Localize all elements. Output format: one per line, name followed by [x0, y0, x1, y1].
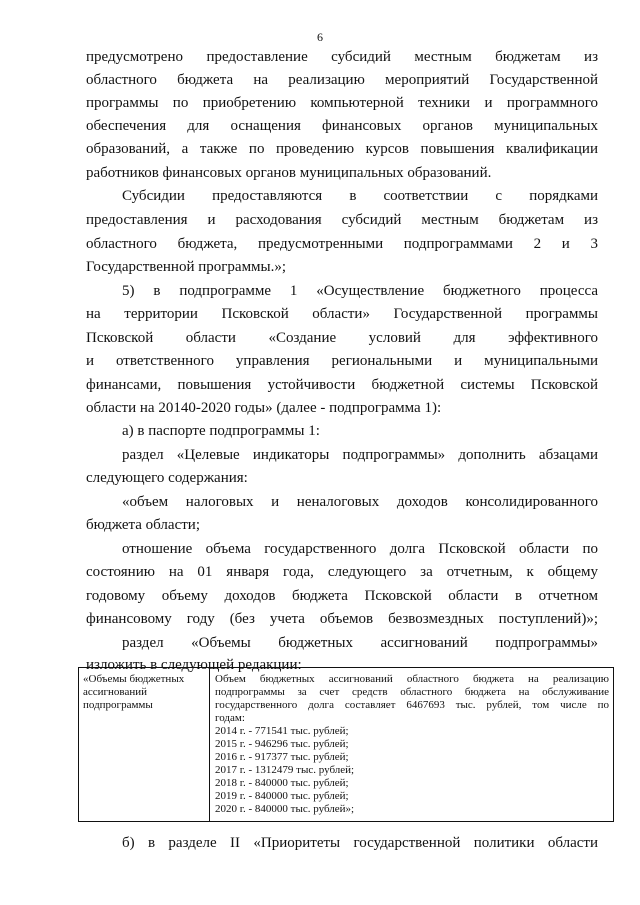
paragraph-line: раздел «Объемы бюджетных ассигнований подпрограммы»	[122, 635, 598, 651]
table-value-line: 2015 г. - 946296 тыс. рублей;	[215, 738, 349, 750]
table-value-cell	[210, 668, 613, 821]
paragraph-line: финансовому году (без учета объемов безвозмездных поступлений)»;	[86, 611, 598, 627]
paragraph-line: программы по приобретению компьютерной техники и программного	[86, 95, 598, 111]
paragraph-line: годовому объему доходов бюджета Псковской области в отчетном	[86, 588, 598, 604]
paragraph-line: областного бюджета, предусмотренными подпрограммами 2 и 3	[86, 236, 598, 252]
paragraph-line: области на 20140-2020 годы» (далее - подпрограмма 1):	[86, 400, 442, 416]
budget-allocation-table	[78, 667, 614, 822]
paragraph-line: изложить в следующей редакции:	[86, 657, 302, 673]
table-label-line: подпрограммы	[83, 699, 153, 711]
table-value-line: 2019 г. - 840000 тыс. рублей;	[215, 790, 349, 802]
table-value-line: 2018 г. - 840000 тыс. рублей;	[215, 777, 349, 789]
paragraph-line: образований, а также по проведению курсов повышения квалификации	[86, 141, 598, 157]
table-value-line: подпрограммы за счет средств областного бюджета на обслуживание	[215, 686, 609, 698]
table-label-line: ассигнований	[83, 686, 148, 698]
paragraph-line: обеспечения для оснащения финансовых органов муниципальных	[86, 118, 598, 134]
paragraph-line: а) в паспорте подпрограммы 1:	[122, 423, 320, 439]
paragraph-line: следующего содержания:	[86, 470, 248, 486]
paragraph-line: Государственной программы.»;	[86, 259, 287, 275]
paragraph-line: б) в разделе II «Приоритеты государственной политики области	[122, 835, 598, 851]
paragraph-line: 5) в подпрограмме 1 «Осуществление бюджетного процесса	[122, 283, 598, 299]
table-value-line: 2014 г. - 771541 тыс. рублей;	[215, 725, 349, 737]
table-value-line: государственного долга составляет 6467693 тыс. рублей, том числе по	[215, 699, 609, 711]
paragraph-line: областного бюджета на реализацию мероприятий Государственной	[86, 72, 598, 88]
paragraph-line: раздел «Целевые индикаторы подпрограммы» дополнить абзацами	[122, 447, 598, 463]
paragraph-line: бюджета области;	[86, 517, 200, 533]
paragraph-line: состоянию на 01 января года, следующего за отчетным, к общему	[86, 564, 598, 580]
paragraph-line: финансами, повышения устойчивости бюджетной системы Псковской	[86, 377, 598, 393]
table-value-line: 2016 г. - 917377 тыс. рублей;	[215, 751, 349, 763]
paragraph-line: предусмотрено предоставление субсидий местным бюджетам из	[86, 49, 598, 65]
paragraph-line: Псковской области «Создание условий для эффективного	[86, 330, 598, 346]
table-value-line: годам:	[215, 712, 245, 724]
paragraph-line: предоставления и расходования субсидий местным бюджетам из	[86, 212, 598, 228]
table-label-line: «Объемы бюджетных	[83, 673, 185, 685]
paragraph-line: Субсидии предоставляются в соответствии с порядками	[122, 188, 598, 204]
table-value-line: 2020 г. - 840000 тыс. рублей»;	[215, 803, 355, 815]
table-value-line: Объем бюджетных ассигнований областного бюджета на реализацию	[215, 673, 609, 685]
paragraph-line: и ответственного управления региональными и муниципальными	[86, 353, 598, 369]
table-label-cell	[79, 668, 210, 821]
table-value-line: 2017 г. - 1312479 тыс. рублей;	[215, 764, 355, 776]
paragraph-line: отношение объема государственного долга Псковской области по	[122, 541, 598, 557]
paragraph-line: «объем налоговых и неналоговых доходов консолидированного	[122, 494, 598, 510]
paragraph-line: работников финансовых органов муниципальных образований.	[86, 165, 492, 181]
page-number: 6	[317, 30, 323, 44]
paragraph-line: на территории Псковской области» Государственной программы	[86, 306, 598, 322]
